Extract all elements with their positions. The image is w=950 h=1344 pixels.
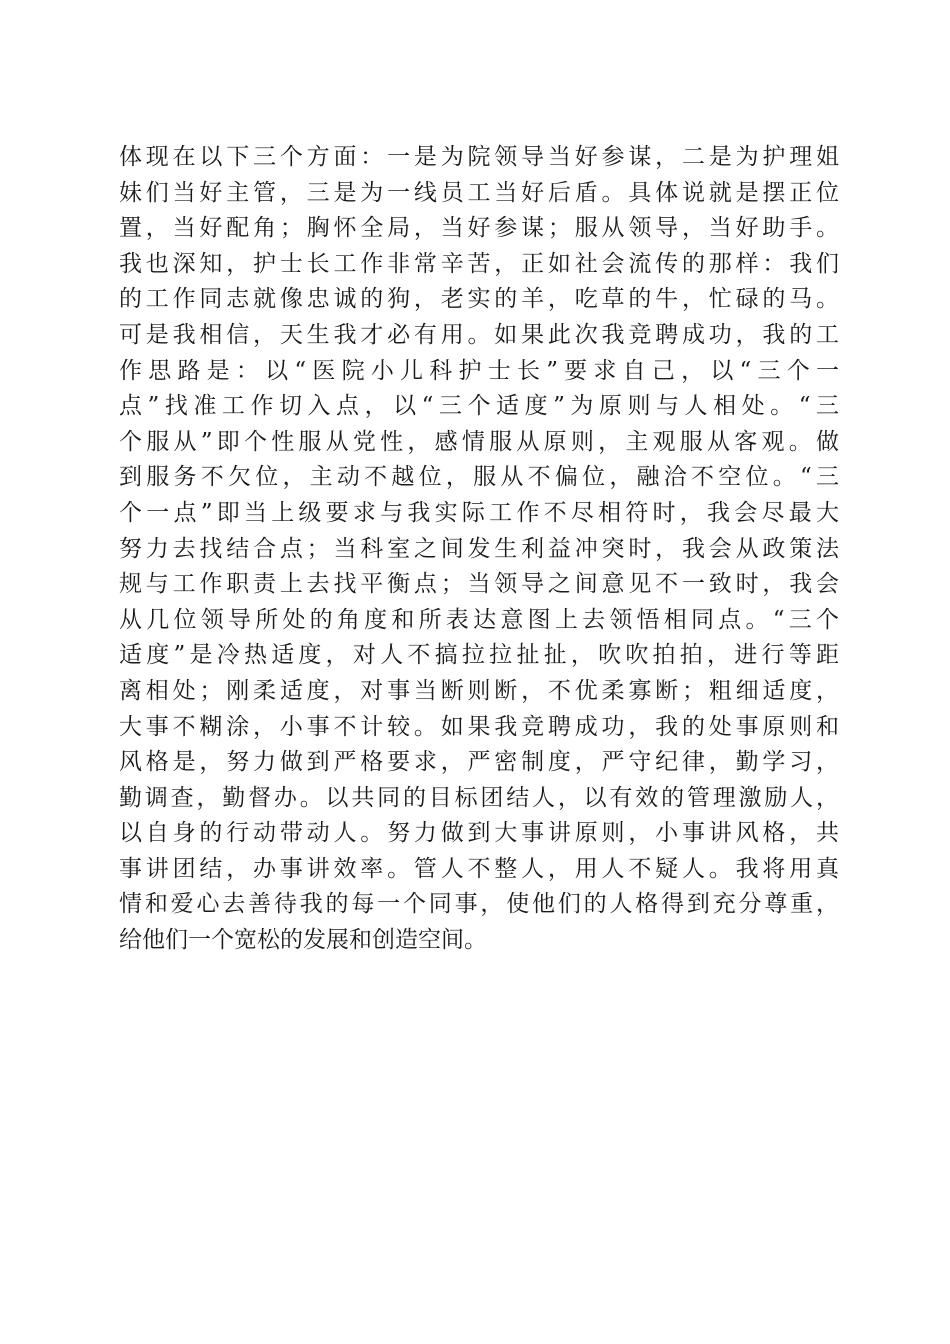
text-line: 到服务不欠位，主动不越位，服从不偏位，融洽不空位。“三	[119, 464, 839, 491]
text-line: 事讲团结，办事讲效率。管人不整人，用人不疑人。我将用真	[119, 855, 839, 882]
text-line: 努力去找结合点；当科室之间发生利益冲突时，我会从政策法	[119, 535, 839, 562]
text-line: 以自身的行动带动人。努力做到大事讲原则，小事讲风格，共	[119, 820, 839, 847]
text-line: 个一点”即当上级要求与我实际工作不尽相符时，我会尽最大	[119, 499, 839, 526]
text-line: 从几位领导所处的角度和所表达意图上去领悟相同点。“三个	[119, 606, 839, 633]
text-line: 规与工作职责上去找平衡点；当领导之间意见不一致时，我会	[119, 571, 839, 598]
text-line: 可是我相信，天生我才必有用。如果此次我竞聘成功，我的工	[119, 321, 839, 348]
text-line: 的工作同志就像忠诚的狗，老实的羊，吃草的牛，忙碌的马。	[119, 286, 839, 313]
text-line: 风格是，努力做到严格要求，严密制度，严守纪律，勤学习，	[119, 749, 839, 776]
text-line: 置，当好配角；胸怀全局，当好参谋；服从领导，当好助手。	[119, 215, 839, 242]
text-line: 体现在以下三个方面：一是为院领导当好参谋，二是为护理姐	[119, 144, 839, 170]
text-line: 个服从”即个性服从党性，感情服从原则，主观服从客观。做	[119, 428, 839, 455]
text-line: 点”找准工作切入点，以“三个适度”为原则与人相处。“三	[119, 393, 839, 420]
text-line: 给他们一个宽松的发展和创造空间。	[119, 927, 487, 954]
text-line: 妹们当好主管，三是为一线员工当好后盾。具体说就是摆正位	[119, 179, 839, 206]
text-line: 离相处；刚柔适度，对事当断则断，不优柔寡断；粗细适度，	[119, 677, 839, 704]
text-line: 我也深知，护士长工作非常辛苦，正如社会流传的那样：我们	[119, 250, 839, 277]
text-line: 大事不糊涂，小事不计较。如果我竞聘成功，我的处事原则和	[119, 713, 839, 740]
text-line: 作思路是：以“医院小儿科护士长”要求自己，以“三个一	[119, 357, 839, 384]
body-paragraph	[119, 140, 839, 959]
text-line: 勤调查，勤督办。以共同的目标团结人，以有效的管理激励人，	[119, 784, 839, 811]
text-line: 适度”是冷热适度，对人不搞拉拉扯扯，吹吹拍拍，进行等距	[119, 642, 839, 669]
text-line: 情和爱心去善待我的每一个同事，使他们的人格得到充分尊重，	[119, 891, 839, 918]
